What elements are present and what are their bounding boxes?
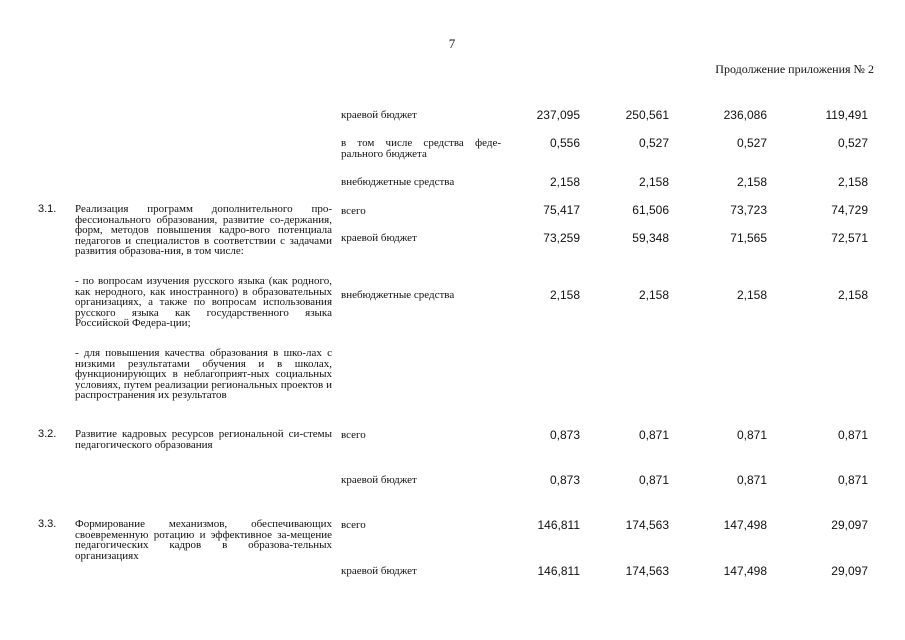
funding-source: краевой бюджет — [341, 232, 417, 244]
page-number: 7 — [448, 36, 456, 51]
value-cell: 29,097 — [831, 518, 868, 532]
value-cell: 0,873 — [549, 473, 580, 487]
value-cell: 0,871 — [736, 428, 767, 442]
value-cell: 29,097 — [831, 564, 868, 578]
item-code: 3.3. — [38, 518, 57, 530]
item-description: - для повышения качества образования в шко-лах с низкими результатами обучения и в школах, функционирующих в неблагоприят-ных социальных условиях, путем реализации региональных проектов и распространения их результатов — [75, 347, 332, 401]
value-cell: 236,086 — [723, 108, 767, 122]
value-cell: 147,498 — [723, 564, 767, 578]
value-cell: 119,491 — [825, 108, 868, 122]
funding-source: в том числе средства феде-рального бюджета — [341, 137, 501, 160]
value-cell: 73,723 — [730, 203, 767, 217]
value-cell: 0,871 — [837, 428, 868, 442]
value-cell: 71,565 — [730, 231, 767, 245]
funding-source: всего — [341, 519, 366, 531]
value-cell: 2,158 — [837, 175, 868, 189]
item-description: Формирование механизмов, обеспечивающих своевременную ротацию и эффективное за-мещение педагогических кадров в образова-тельных организациях — [75, 518, 332, 562]
value-cell: 2,158 — [736, 175, 767, 189]
value-cell: 72,571 — [831, 231, 868, 245]
item-code: 3.1. — [38, 203, 57, 215]
funding-source: всего — [341, 205, 366, 217]
item-description: Развитие кадровых ресурсов региональной си-стемы педагогического образования — [75, 428, 332, 451]
item-code: 3.2. — [38, 428, 57, 440]
value-cell: 0,527 — [736, 136, 767, 150]
item-description: - по вопросам изучения русского языка (как родного, как неродного, как иностранного) в образовательных организациях, а также по вопросам использования русского языка как государственного языка Российской Федера-ции; — [75, 275, 332, 329]
value-cell: 0,871 — [638, 473, 669, 487]
value-cell: 146,811 — [537, 518, 580, 532]
value-cell: 2,158 — [638, 288, 669, 302]
value-cell: 174,563 — [625, 564, 669, 578]
value-cell: 73,259 — [543, 231, 580, 245]
value-cell: 0,556 — [549, 136, 580, 150]
funding-source: краевой бюджет — [341, 109, 417, 121]
value-cell: 59,348 — [632, 231, 669, 245]
funding-source: внебюджетные средства — [341, 289, 455, 301]
value-cell: 147,498 — [723, 518, 767, 532]
value-cell: 174,563 — [625, 518, 669, 532]
funding-source: внебюджетные средства — [341, 176, 455, 188]
value-cell: 2,158 — [837, 288, 868, 302]
value-cell: 250,561 — [625, 108, 669, 122]
appendix-continuation-label: Продолжение приложения № 2 — [715, 62, 874, 76]
funding-source: всего — [341, 429, 366, 441]
value-cell: 0,873 — [549, 428, 580, 442]
value-cell: 0,527 — [638, 136, 669, 150]
funding-source: краевой бюджет — [341, 474, 417, 486]
value-cell: 61,506 — [632, 203, 669, 217]
value-cell: 2,158 — [736, 288, 767, 302]
value-cell: 75,417 — [543, 203, 580, 217]
value-cell: 2,158 — [549, 175, 580, 189]
value-cell: 0,871 — [736, 473, 767, 487]
value-cell: 0,527 — [837, 136, 868, 150]
value-cell: 146,811 — [537, 564, 580, 578]
value-cell: 0,871 — [837, 473, 868, 487]
value-cell: 74,729 — [831, 203, 868, 217]
value-cell: 2,158 — [638, 175, 669, 189]
value-cell: 237,095 — [536, 108, 580, 122]
funding-source: краевой бюджет — [341, 565, 417, 577]
value-cell: 2,158 — [549, 288, 580, 302]
value-cell: 0,871 — [638, 428, 669, 442]
item-description: Реализация программ дополнительного про-фессионального образования, развитие со-держания, форм, методов повышения кадро-вого потенциала педагогов и специалистов в соответствии с задачами развития образова-ния, в том числе: — [75, 203, 332, 257]
